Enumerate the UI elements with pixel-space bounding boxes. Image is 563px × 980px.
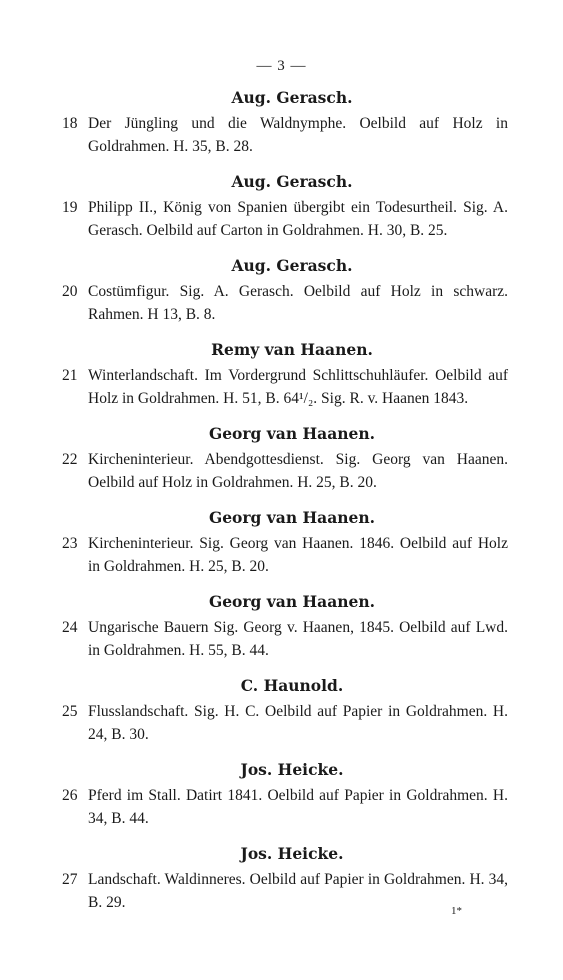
entry-description [62,281,508,326]
catalog-entry [62,844,508,914]
artist-name: Remy van Haanen. [211,340,373,359]
catalog-entry [62,760,508,830]
catalog-entries [62,88,508,928]
entry-text: Costümfigur. Sig. A. Gerasch. Oelbild auf Holz in schwarz. Rahmen. H 13, B. 8. [88,283,508,323]
catalog-entry [62,676,508,746]
entry-number: 22 [62,451,78,468]
artist-name: Aug. Gerasch. [231,172,353,191]
entry-description [62,113,508,158]
entry-description [62,449,508,494]
entry-text: Kircheninterieur. Abendgottesdienst. Sig. Georg van Haanen. Oelbild auf Holz in Goldrahmen. H. 25, B. 20. [88,451,508,491]
entry-number: 24 [62,619,78,636]
catalog-entry [62,172,508,242]
entry-text: Philipp II., König von Spanien übergibt ein Todesurtheil. Sig. A. Gerasch. Oelbild auf Carton in Goldrahmen. H. 30, B. 25. [88,199,508,239]
entry-number: 21 [62,367,78,384]
catalog-entry [62,592,508,662]
entry-text: Pferd im Stall. Datirt 1841. Oelbild auf Papier in Goldrahmen. H. 34, B. 44. [88,787,508,827]
artist-name: Georg van Haanen. [208,508,376,527]
entry-text: Winterlandschaft. Im Vordergrund Schlittschuhläufer. Oelbild auf Holz in Goldrahmen. H. 51, B. 64¹/₂. Sig. R. v. Haanen 1843. [88,367,508,407]
entry-number: 26 [62,787,78,804]
catalog-entry [62,256,508,326]
entry-number: 19 [62,199,78,216]
artist-name: Aug. Gerasch. [231,256,353,275]
printer-signature-mark: 1* [451,905,462,917]
entry-description [62,533,508,578]
catalog-entry [62,424,508,494]
entry-number: 27 [62,871,78,888]
entry-text: Kircheninterieur. Sig. Georg van Haanen. 1846. Oelbild auf Holz in Goldrahmen. H. 25, B. 20. [88,535,508,575]
catalog-entry [62,508,508,578]
artist-name: C. Haunold. [240,676,344,695]
entry-description [62,701,508,746]
entry-text: Flusslandschaft. Sig. H. C. Oelbild auf Papier in Goldrahmen. H. 24, B. 30. [88,703,508,743]
entry-number: 23 [62,535,78,552]
entry-text: Landschaft. Waldinneres. Oelbild auf Papier in Goldrahmen. H. 34, B. 29. [88,871,508,911]
entry-number: 20 [62,283,78,300]
entry-number: 18 [62,115,78,132]
artist-name: Georg van Haanen. [208,592,376,611]
artist-name: Aug. Gerasch. [231,88,353,107]
entry-description [62,197,508,242]
artist-name: Jos. Heicke. [240,760,344,779]
catalog-entry [62,340,508,410]
entry-description [62,617,508,662]
entry-text: Ungarische Bauern Sig. Georg v. Haanen, 1845. Oelbild auf Lwd. in Goldrahmen. H. 55, B. 44. [88,619,508,659]
catalog-entry [62,88,508,158]
entry-number: 25 [62,703,78,720]
page-number: — 3 — [256,58,307,74]
artist-name: Jos. Heicke. [240,844,344,863]
entry-text: Der Jüngling und die Waldnymphe. Oelbild auf Holz in Goldrahmen. H. 35, B. 28. [88,115,508,155]
entry-description [62,365,508,410]
entry-description [62,785,508,830]
entry-description [62,869,508,914]
artist-name: Georg van Haanen. [208,424,376,443]
